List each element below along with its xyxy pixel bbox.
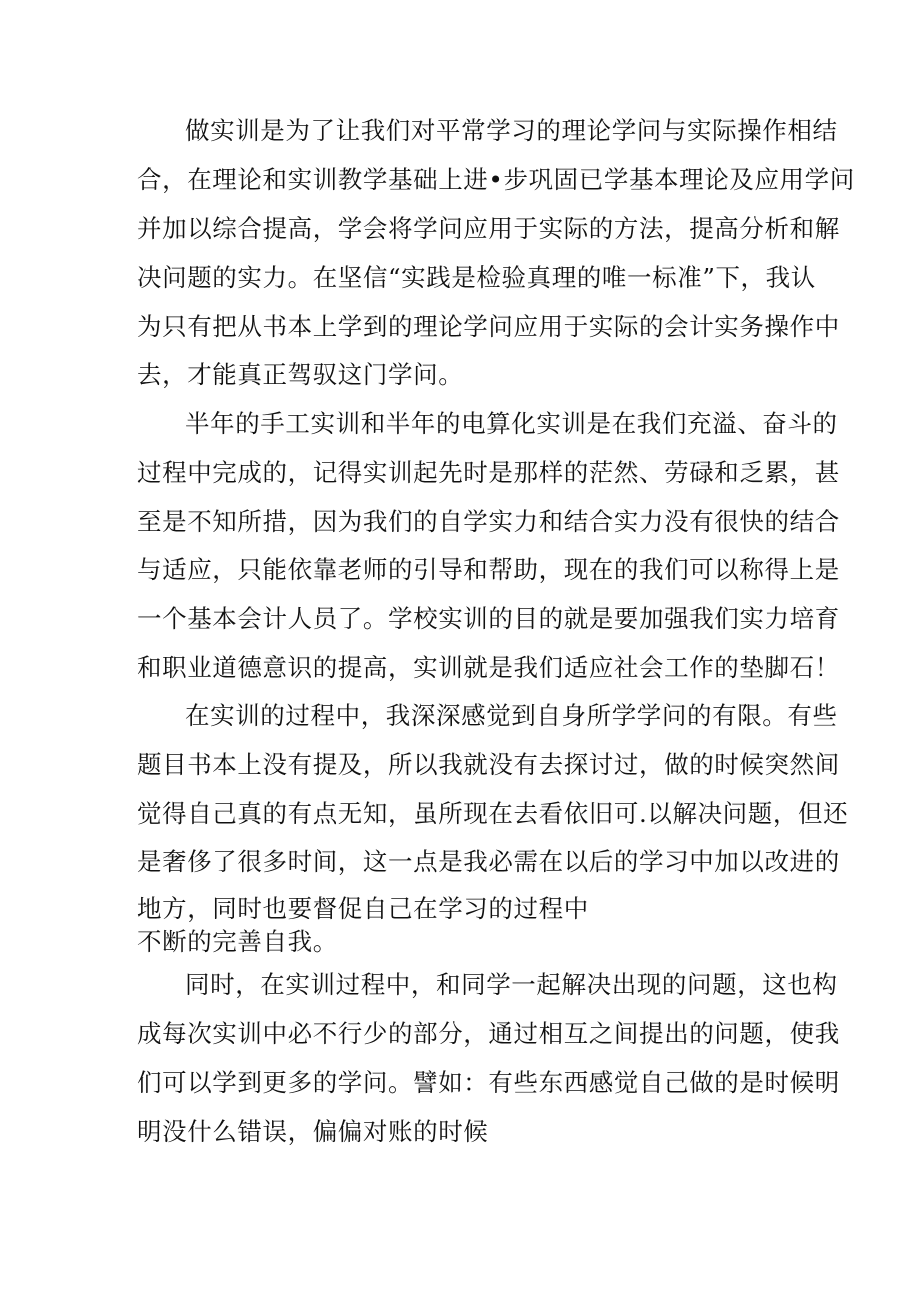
paragraph-line: 题目书本上没有提及，所以我就没有去探讨过，做的时候突然间 — [137, 750, 840, 779]
paragraph-line: 是奢侈了很多时间，这一点是我必需在以后的学习中加以改进的 — [137, 847, 840, 876]
paragraph-line: 合，在理论和实训教学基础上进•步巩固已学基本理论及应用学问 — [137, 165, 855, 194]
paragraph-line: 决问题的实力。在坚信“实践是检验真理的唯一标准”下，我认 — [137, 263, 816, 292]
paragraph-line: 并加以综合提高，学会将学问应用于实际的方法，提高分析和解 — [137, 214, 840, 243]
paragraph-line: 一个基本会计人员了。学校实训的目的就是要加强我们实力培育 — [137, 604, 840, 633]
paragraph-line: 做实训是为了让我们对平常学习的理论学问与实际操作相结 — [185, 116, 838, 145]
paragraph-line: 明没什么错误，偏偏对账的时候 — [137, 1117, 489, 1146]
paragraph-line: 不断的完善自我。 — [137, 927, 338, 956]
paragraph-line: 和职业道德意识的提高，实训就是我们适应社会工作的垫脚石！ — [137, 653, 840, 682]
paragraph-line: 为只有把从书本上学到的理论学问应用于实际的会计实务操作中 — [137, 312, 840, 341]
paragraph-line: 过程中完成的，记得实训起先时是那样的茫然、劳碌和乏累，甚 — [137, 458, 840, 487]
paragraph-line: 同时，在实训过程中，和同学一起解决出现的问题，这也构 — [185, 970, 838, 999]
paragraph-line: 地方，同时也要督促自己在学习的过程中 — [137, 894, 589, 923]
paragraph-line: 至是不知所措，因为我们的自学实力和结合实力没有很快的结合 — [137, 507, 840, 536]
paragraph-line: 去，才能真正驾驭这门学问。 — [137, 360, 464, 389]
paragraph-line: 觉得自己真的有点无知，虽所现在去看依旧可.以解决问题，但还 — [137, 799, 849, 828]
paragraph-line: 与适应，只能依靠老师的引导和帮助，现在的我们可以称得上是 — [137, 555, 840, 584]
paragraph-line: 在实训的过程中，我深深感觉到自身所学学问的有限。有些 — [185, 701, 838, 730]
paragraph-line: 半年的手工实训和半年的电算化实训是在我们充溢、奋斗的 — [185, 409, 838, 438]
paragraph-line: 们可以学到更多的学问。譬如：有些东西感觉自己做的是时候明 — [137, 1068, 840, 1097]
paragraph-line: 成每次实训中必不行少的部分，通过相互之间提出的问题，使我 — [137, 1019, 840, 1048]
